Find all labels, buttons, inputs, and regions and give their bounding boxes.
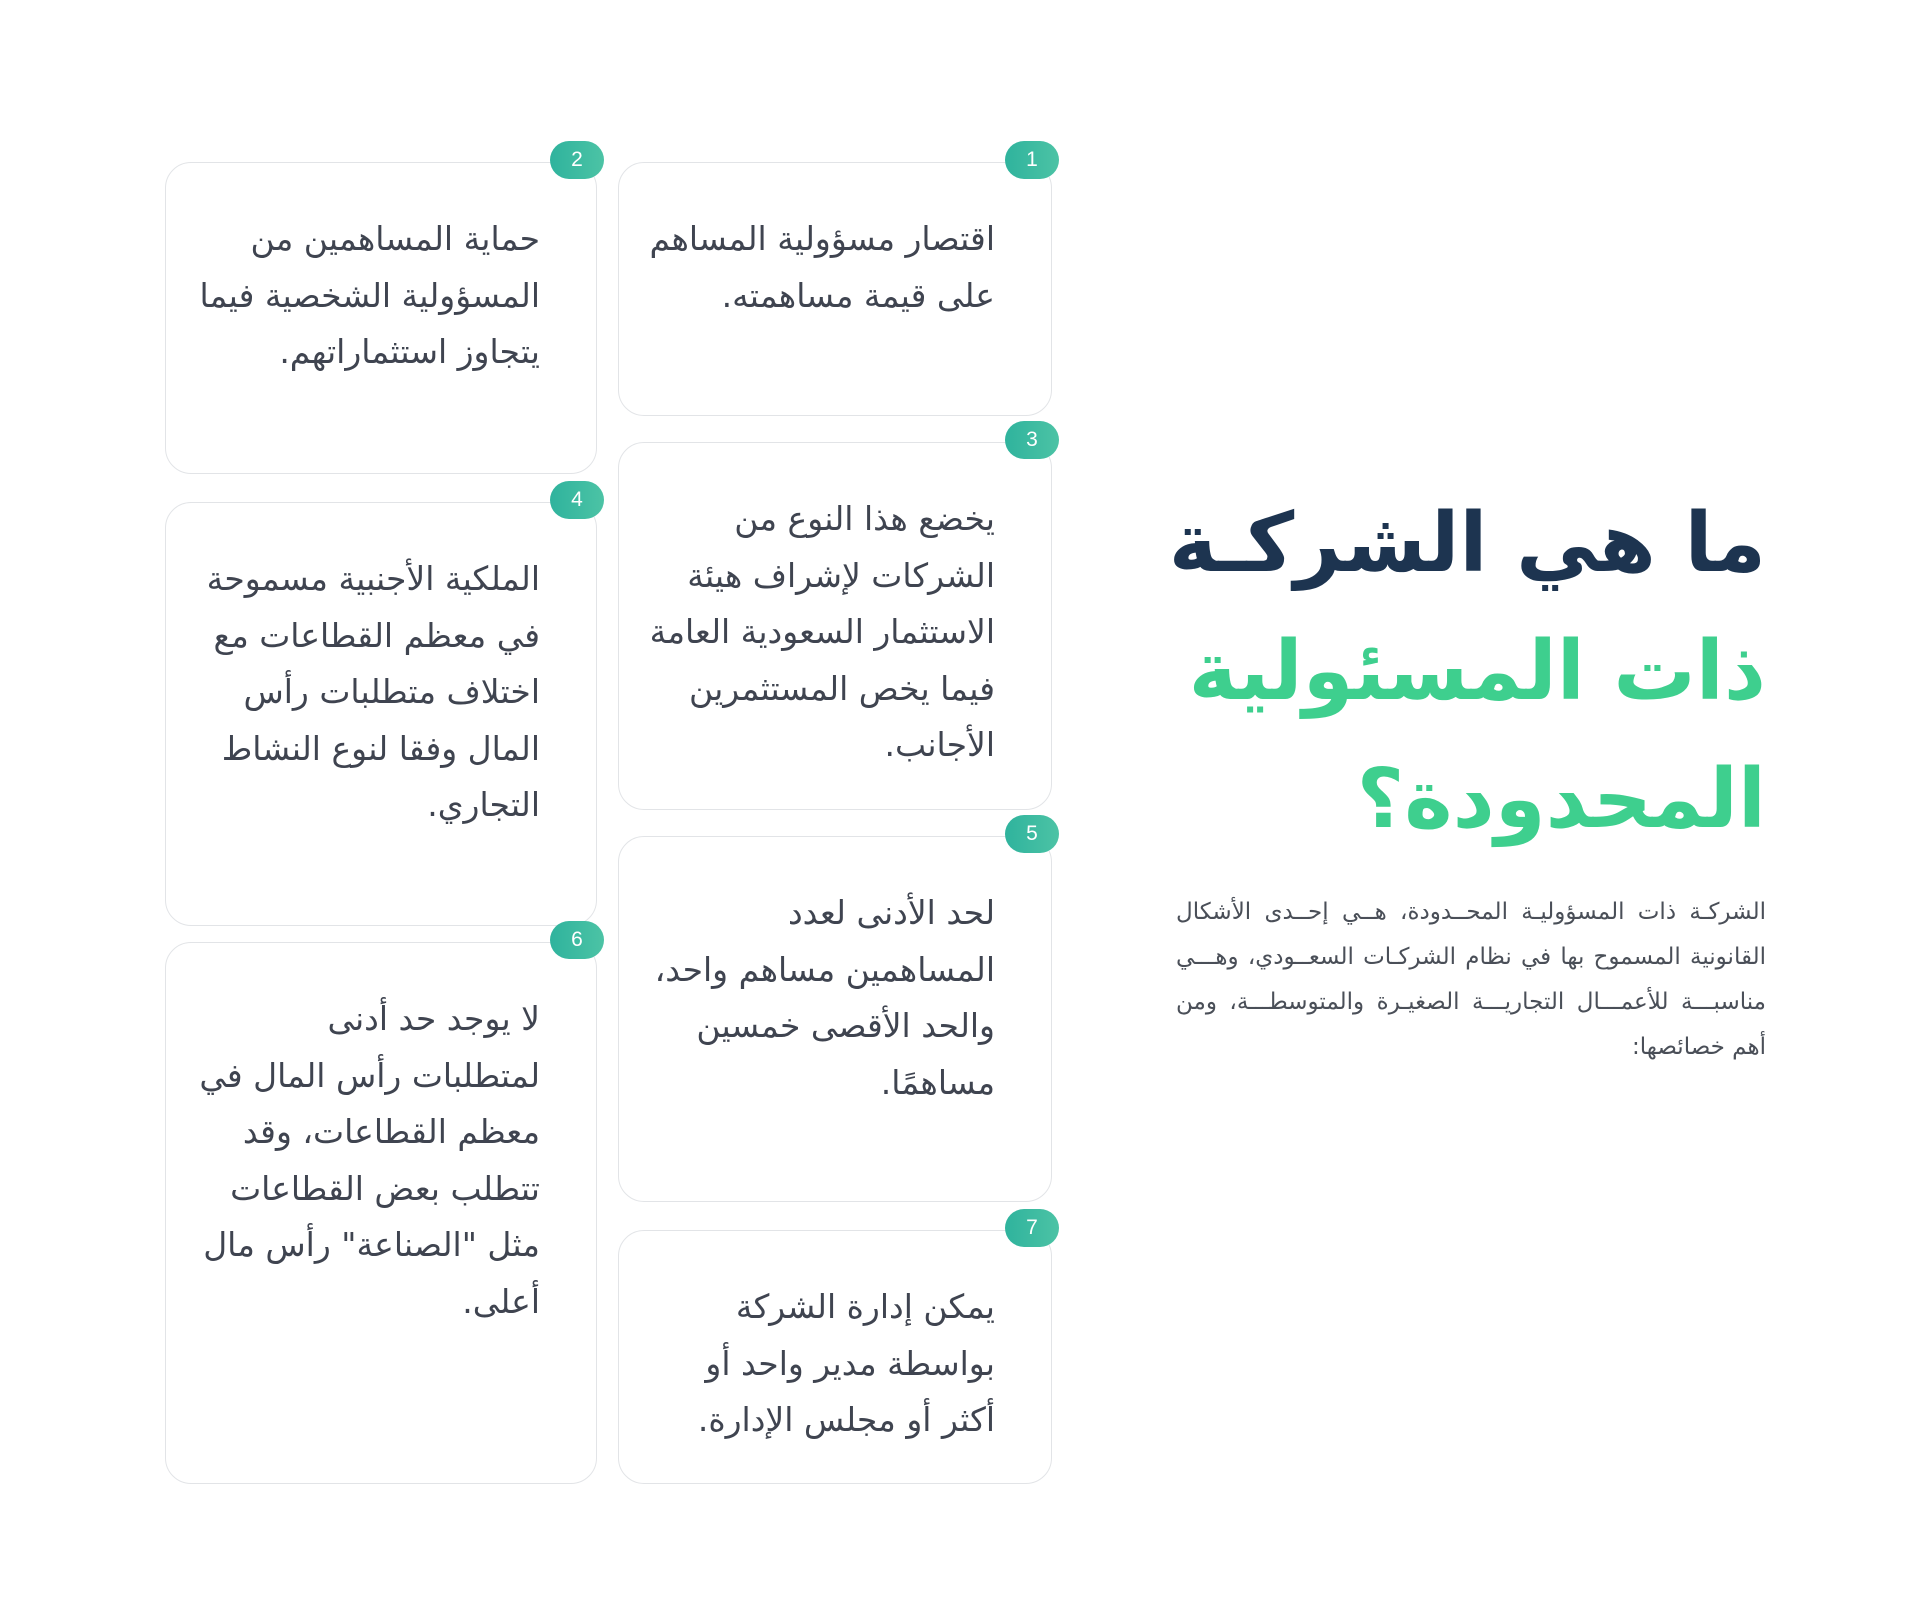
card-number-badge: 5: [1005, 815, 1059, 853]
feature-card-5: [618, 822, 1052, 1202]
title-line-3: المحدودة؟: [1356, 752, 1766, 847]
page-title: [1066, 480, 1766, 864]
feature-card-4: [165, 488, 597, 926]
card-number-badge: 1: [1005, 141, 1059, 179]
card-text: حماية المساهمين من المسؤولية الشخصية فيما يتجاوز استثماراتهم.: [199, 219, 540, 371]
feature-card-2: [165, 148, 597, 474]
card-number-badge: 2: [550, 141, 604, 179]
card-number-badge: 7: [1005, 1209, 1059, 1247]
card-text: لحد الأدنى لعدد المساهمين مساهم واحد، والحد الأقصى خمسين مساهمًا.: [654, 893, 995, 1102]
intro-paragraph: الشركـة ذات المسؤوليـة المحــدودة، هــي إحــدى الأشكال القانونية المسموح بها في نظام الشركـات السعــودي، وهـــي مناسبـــة للأعمـــال التجاريـــة الصغيـرة والمتوسطـــة، ومن أهم خصائصها:: [1176, 899, 1766, 1060]
card-number-badge: 6: [550, 921, 604, 959]
card-text: يخضع هذا النوع من الشركات لإشراف هيئة الاستثمار السعودية العامة فيما يخص المستثمرين الأجانب.: [649, 499, 995, 764]
feature-card-1: [618, 148, 1052, 416]
title-line-2: ذات المسئولية: [1188, 624, 1766, 719]
card-text: يمكن إدارة الشركة بواسطة مدير واحد أو أكثر أو مجلس الإدارة.: [697, 1287, 995, 1439]
card-text: لا يوجد حد أدنى لمتطلبات رأس المال في معظم القطاعات، وقد تتطلب بعض القطاعات مثل "الصناعة" رأس مال أعلى.: [199, 999, 540, 1321]
card-text: الملكية الأجنبية مسموحة في معظم القطاعات مع اختلاف متطلبات رأس المال وفقا لنوع النشاط التجاري.: [206, 559, 540, 824]
feature-card-6: [165, 928, 597, 1484]
card-number-badge: 3: [1005, 421, 1059, 459]
card-number-badge: 4: [550, 481, 604, 519]
feature-card-7: [618, 1216, 1052, 1484]
card-text: اقتصار مسؤولية المساهم على قيمة مساهمته.: [649, 219, 995, 315]
feature-card-3: [618, 428, 1052, 810]
title-line-1: ما هي الشركـة: [1168, 496, 1766, 591]
